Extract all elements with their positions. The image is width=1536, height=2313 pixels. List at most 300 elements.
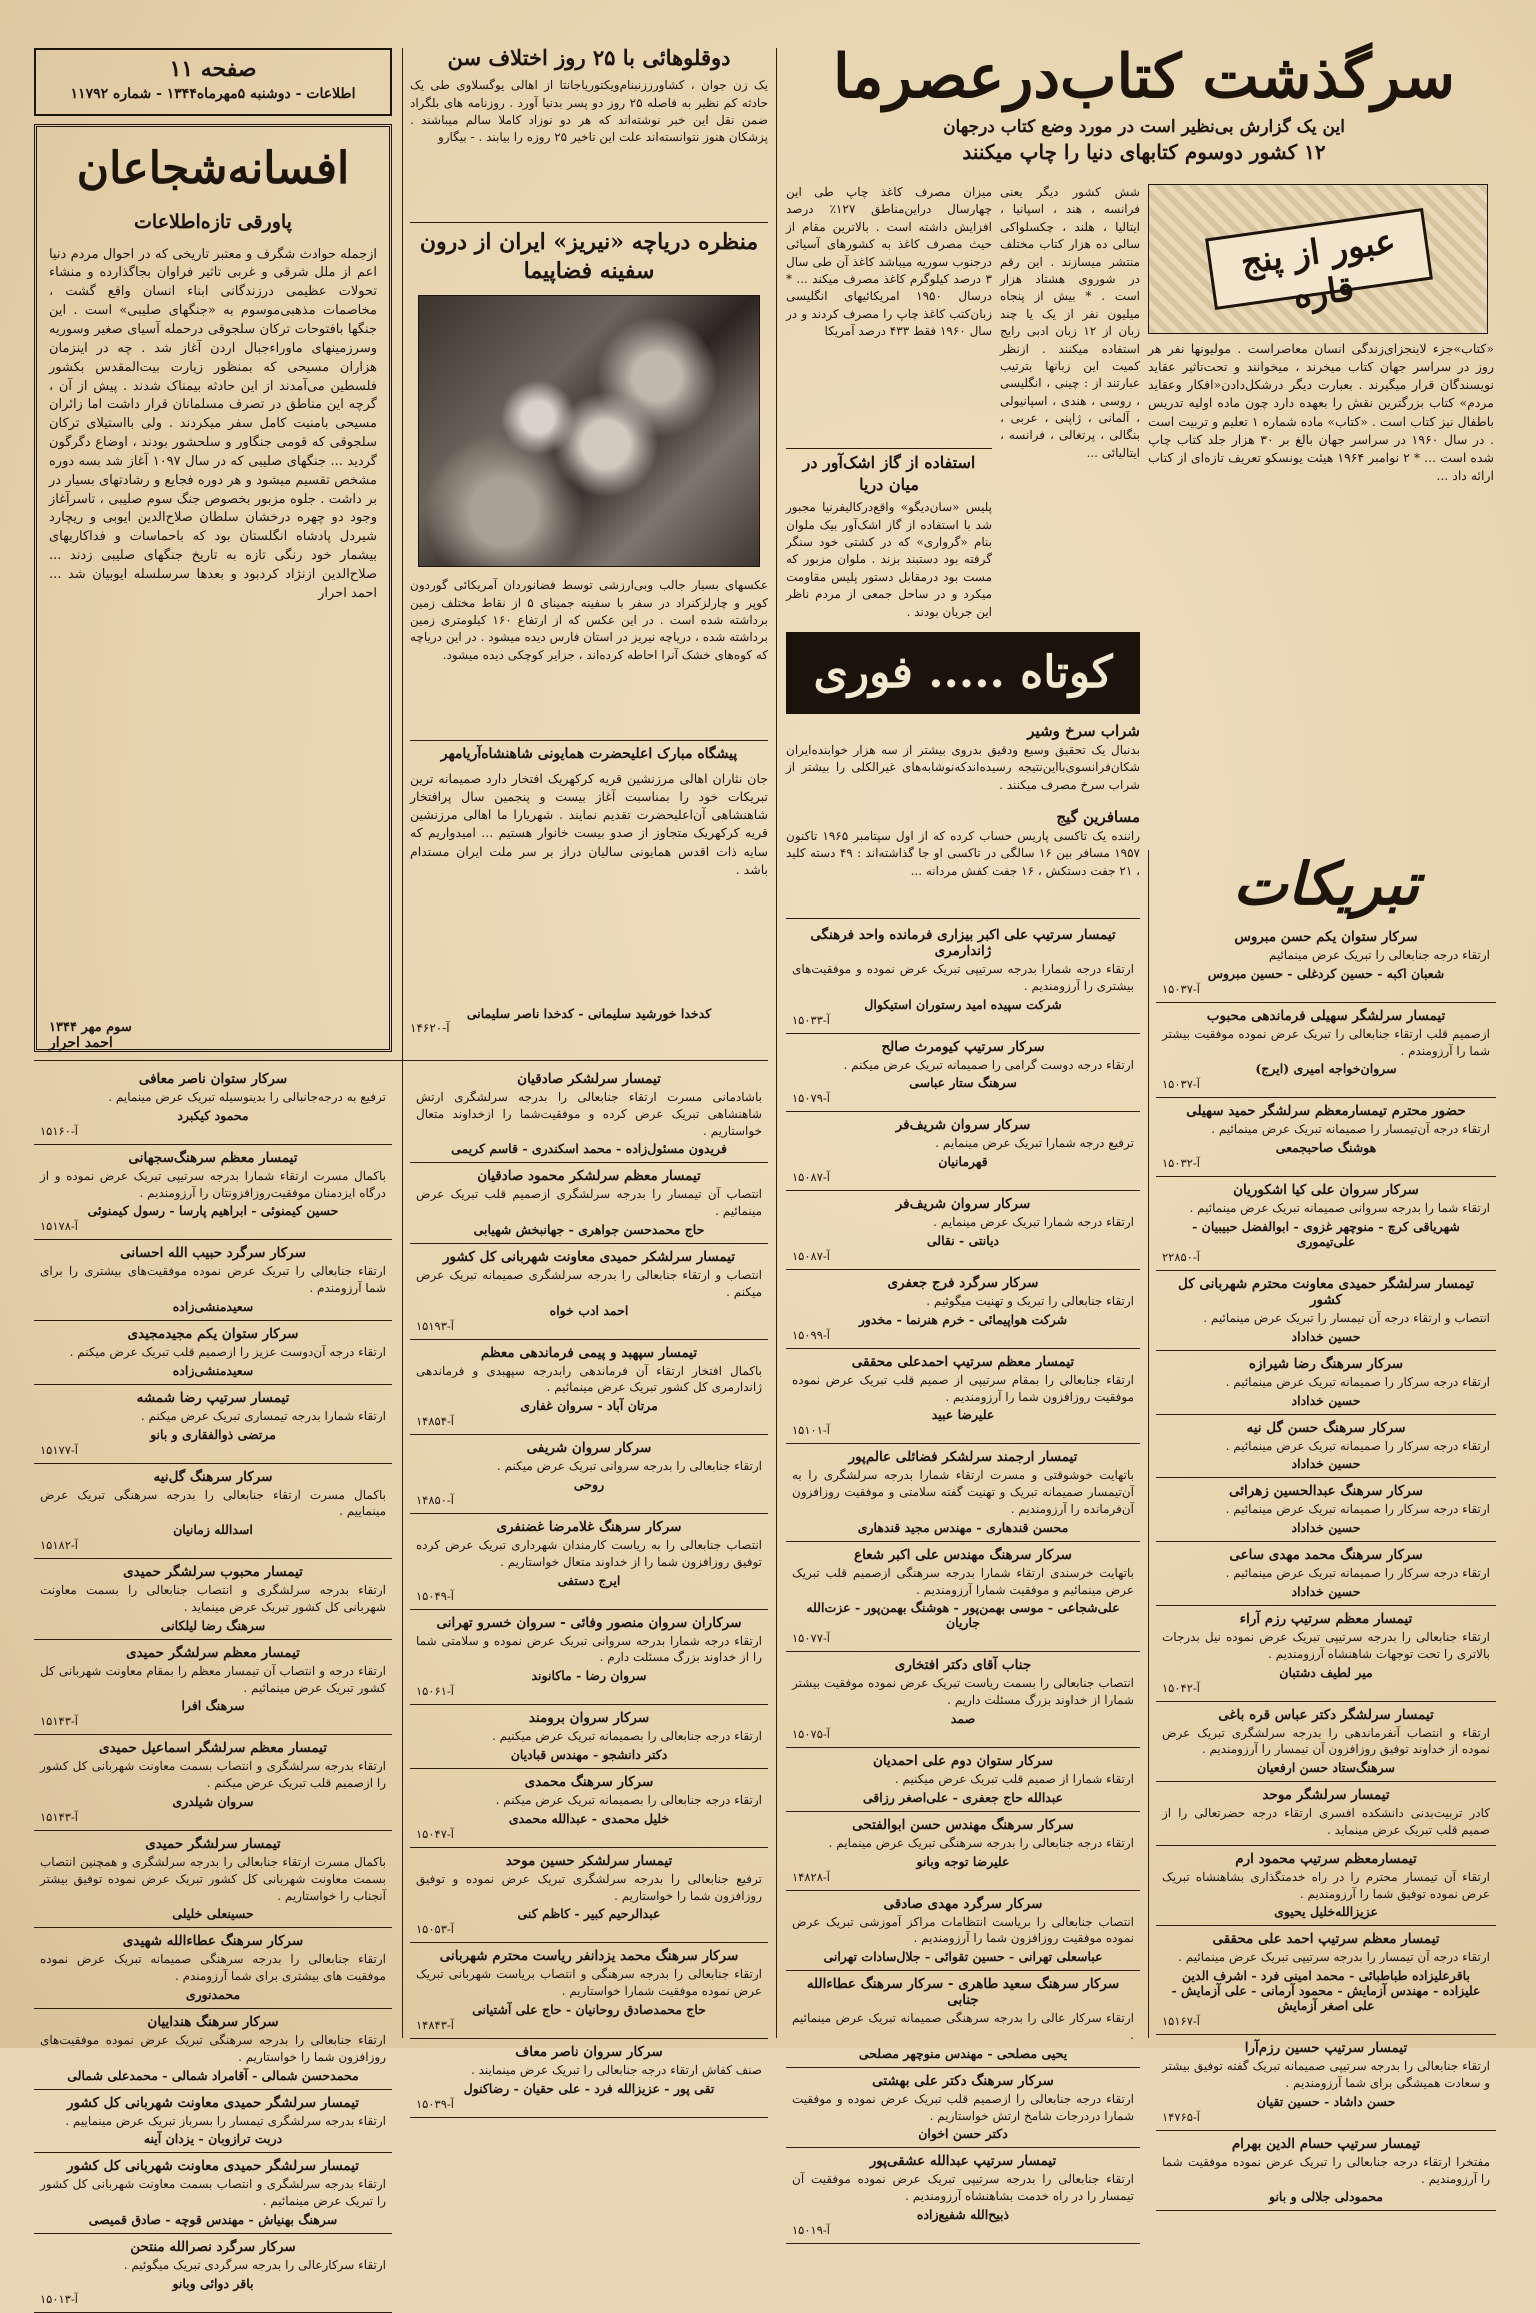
book-body-b: شش کشور دیگر یعنی فرانسه ، هند ، اسپانیا ، ایتالیا ، هلند ، چکسلواکی سالی ده هزار کتاب مختلف منتشر میسازند . این رقم در شوروی هشتاد هزار است . * بیش از پنجاه میلیون نفر از یک یا چند زبان از ۱۲ زبان ادبی رایج استفاده میکنند . ازنظر کمیت این زبانها بترتیب عبارتند از : چینی ، انگلیسی ، روسی ، هندی ، اسپانیولی ، آلمانی ، ژاپنی ، عربی ، بنگالی ، پرتغالی ، فرانسه ، ایتالیائی ... <box>1000 185 1140 460</box>
congrats-ad <box>786 1349 1140 1445</box>
serial-body: ازجمله حوادث شگرف و معتبر تاریخی که در احوال مردم دنیا اعم از ملل شرقی و غربی تاثیر فراوان بجاگذارده و منشاء تحولات عظیمی درزندگانی ابناء انسان واقع گشت ، مخاصمات مذهبی‌موسوم به «جنگهای صلیبی» است . این جنگها بافتوحات ترکان سلجوقی درحمله آسیای صغیر وسوریه وسرزمینهای ماوراءجبال اردن آغاز شد . چه در اینزمان هزاران مسیحی که بمنظور زیارت بیت‌المقدس بکشور فلسطین می‌آمدند از این حادثه بیمناک شدند . پیش از آن ، گرچه این مناطق در تصرف مسلمانان قرار داشت اما زائران مسیحی بامنیت کامل سفر میکردند . ولی بااستیلای ترکان سلجوقی که قومی جنگاور و سلحشور بودند ، اوضاع دگرگون گردید ... جنگهای صلیبی که در سال ۱۰۹۷ آغاز شد بسه دوره مشخص تقسیم میشود و هر دوره فجایع و رشادتهای بسیار در بر داشت . جلوه مزبور بخصوص جنگ سوم صلیبی ، تاسرآغاز وجود دو چهره درخشان سلطان صلاح‌الدین ایوبی و ریچارد شیردل پادشاه انگلستان بود که باحماسات و فداکاریهای بیشمار خود رنگی تازه به تاریخ جنگهای صلیبی زدند ... صلاح‌الدین ازنژاد کردبود و بعدها سرسلسله ایوبیان شد ... احمد احرار <box>49 246 377 601</box>
ad-signature: سرهنگ‌ستاد حسن ارفعیان <box>1257 1760 1395 1776</box>
ad-body: ارتقاء درجه سرکار را صمیمانه تبریک عرض مینمائیم . <box>1225 1374 1490 1389</box>
ad-title: سرکار سروان شریف‌فر <box>895 1117 1031 1134</box>
ad-title: تیمسار معظم سرلشکر محمود صادقیان <box>477 1168 701 1185</box>
twins-story <box>410 44 768 222</box>
ad-body: ارتقاء سرکار عالی را بدرجه سرهنگی صمیمانه تبریک عرض مینمائیم . <box>792 2011 1134 2042</box>
kotah-items <box>786 718 1140 918</box>
ad-title: سرکار ستوان ناصر معافی <box>138 1071 288 1087</box>
congrats-ad <box>34 1066 392 1145</box>
congrats-ad <box>410 1610 768 1706</box>
ad-title: تیمسار سرلشکر حسین موحد <box>505 1852 673 1869</box>
congrats-ad <box>786 1971 1140 2068</box>
congrats-ad <box>34 1321 392 1385</box>
ad-code: آ-۱۴۸۵۰ <box>416 1492 454 1507</box>
ad-signature: محسن قندهاری - مهندس مجید قندهاری <box>857 1519 1069 1535</box>
ad-body: ارتقاء درجه شمارا بدرجه سرتیپی تبریک عرض نموده و موفقیت‌های بیشتری را آرزومندیم . <box>792 962 1134 993</box>
ad-code: آ-۱۵۱۴۳ <box>40 1714 78 1729</box>
ad-signature: سعیدمنشی‌زاده <box>172 1298 254 1314</box>
ad-body: ارتقاء جنابعالی را تبریک عرض نموده موفقیت‌های بیشتری را برای شما آرزومندم . <box>40 1264 386 1296</box>
congrats-ad <box>410 1066 768 1163</box>
congrats-ad <box>34 1831 392 1928</box>
ad-signature: یحیی مصلحی - مهندس منوچهر مصلحی <box>858 2045 1068 2061</box>
serial-title: افسانه‌شجاعان <box>76 143 350 194</box>
ad-signature: دیانتی - نقالی <box>926 1232 1000 1248</box>
ad-body: ارتقاء درجه آن‌تیمسار را صمیمانه تبریک عرض مینمائیم . <box>1211 1122 1490 1137</box>
ad-code: آ-۱۵۱۷۷ <box>40 1442 78 1457</box>
ad-title: سرکار سرهنگ غلامرضا غضنفری <box>496 1518 682 1535</box>
ad-body: باکمال مسرت ارتقاء جنابعالی را بدرجه سرهنگی تبریک عرض مینماییم . <box>40 1487 386 1519</box>
ad-signature: ایرج دستفی <box>557 1572 621 1588</box>
congrats-ad <box>410 1340 768 1436</box>
book-body-a: «کتاب»جزء لاینجزای‌زندگی انسان معاصراست . مولیونها نفر هر روز در سراسر جهان کتاب میخرند ، میخوانند و تحت‌تاثیر عقاید نویسندگان قرار میگیرند . بعبارت دیگر درشکل‌دادن«افکار وعقاید مردم» کتاب بزرگترین نقش را بعهده دارد چون ماده اولیه تدریس باطفال نیز کتاب است . «کتاب» ماده شماره ۱ تعلیم و تربیت است . در سال ۱۹۶۰ در سراسر جهان بالغ بر ۳۰ هزار جلد کتاب چاپ شده است ... * ۲ نوامبر ۱۹۶۴ هیئت یونسکو تعریف تازه‌ای از کتاب ارائه داد ... <box>1148 341 1494 483</box>
ad-title: سرکار ستوان یکم مجیدمجیدی <box>127 1325 299 1342</box>
ad-code: آ-۱۵۰۵۳ <box>416 1922 454 1937</box>
ad-title: تیمسار سرتیپ حسین رزم‌آرا <box>1244 2040 1408 2057</box>
ad-signature: حسینعلی خلیلی <box>172 1906 254 1922</box>
ad-title: سرکار سرگرد نصرالله منتحن <box>130 2238 296 2255</box>
congrats-ad <box>34 2153 392 2234</box>
ad-signature: عزیزالله‌خلیل یحیوی <box>1274 1904 1378 1920</box>
kotah-banner: کوتاه ..... فوری ..... <box>786 632 1140 714</box>
ad-title: تیمسار سرلشگر حمیدی <box>145 1835 281 1852</box>
ad-title: تیمسار سرلشکر حمیدی معاونت شهربانی کل کشور <box>442 1248 736 1265</box>
congrats-ad <box>786 2068 1140 2149</box>
ad-signature: علی‌شجاعی - موسی بهمن‌پور - هوشنگ بهمن‌پور - عزت‌الله جاریان <box>806 1600 1120 1631</box>
ad-signature: سعیدمنشی‌زاده <box>172 1362 254 1378</box>
ad-signature: حسین خداداد <box>1291 1392 1361 1408</box>
ad-code: آ-۱۵۰۴۷ <box>416 1826 454 1841</box>
ad-code: آ-۲۲۸۵۰ <box>1162 1249 1200 1264</box>
ad-body: ترفیع درجه شمارا تبریک عرض مینمایم . <box>935 1136 1134 1151</box>
ad-body: باکمال مسرت ارتقاء شمارا بدرجه سرتیپی تبریک عرض نموده و از درگاه ایزدمنان موفقیت‌روزافزونتان را آرزومندیم . <box>40 1168 386 1200</box>
ad-title: تیمسار محبوب سرلشگر حمیدی <box>123 1564 303 1581</box>
congrats-ad <box>1156 2131 1496 2212</box>
section-rule <box>410 740 768 741</box>
ad-title: تیمسار سرتیپ علی اکبر بیزاری فرمانده واحد فرهنگی ژاندارمری <box>810 927 1116 959</box>
congrats-ad <box>410 2039 768 2118</box>
ad-body: ارتقاء درجه سرکار را صمیمانه تبریک عرض مینمائیم . <box>1225 1566 1490 1581</box>
ad-title: تیمسار سرلشگر حمیدی معاونت شهربانی کل کشور <box>66 2158 360 2175</box>
kotah-item2-head: مسافرین گیج <box>1056 808 1140 826</box>
ad-body: ارتقاء جنابعالی را بدرجه سرهنگی و انتصاب بریاست شهربانی تبریک عرض نموده موفقیت شمارا خواستاریم . <box>416 1967 762 1999</box>
ad-body: ارتقاء درجه سرکار را صمیمانه تبریک عرض مینمائیم . <box>1225 1438 1490 1453</box>
ad-body: ازصمیم قلب ارتقاء جنابعالی را تبریک عرض نموده موفقیت بیشتر شما را آرزومندم . <box>1162 1026 1490 1058</box>
ad-code: آ-۱۵۰۳۷ <box>1162 981 1200 996</box>
ad-code: آ-۱۴۸۲۸ <box>792 1869 830 1884</box>
ad-body: انتصاب و ارتقاء درجه آن تیمسار را تبریک عرض مینمائیم . <box>1203 1310 1490 1325</box>
ad-code: آ-۱۵۱۶۰ <box>40 1123 78 1138</box>
ad-signature: صمد <box>950 1710 976 1726</box>
serial-author: احمد احرار <box>49 1034 113 1051</box>
ad-signature: حاج محمدحسن جواهری - جهانبخش شهیابی <box>473 1221 705 1237</box>
ad-body: ارتقاء جنابعالی را بدرجه سرتیپی تبریک عرض نموده موفقیت آن تیمسار را در راه خدمت بشاهنشاه آرزومندیم . <box>792 2172 1134 2204</box>
congrats-ad <box>786 2148 1140 2244</box>
ad-signature: مرتان آباد - سروان غفاری <box>520 1398 658 1414</box>
ad-body: ارتقاء درجه جنابعالی را تبریک عرض مینمائیم <box>1268 948 1490 962</box>
ad-code: آ-۱۵۰۹۹ <box>792 1327 830 1342</box>
ad-signature: سرهنگ رضا لیلکانی <box>160 1617 266 1633</box>
ad-body: ارتقاء درجه جنابعالی را بصمیمانه تبریک عرض میکنیم . <box>492 1729 762 1744</box>
ad-signature: شهریاقی کرچ - منوچهر غزوی - ابوالفضل حبیبیان - علی‌تیموری <box>1192 1218 1460 1249</box>
ad-signature: دربت ترازوبان - یزدان آینه <box>143 2131 283 2147</box>
ad-signature: باقرعلیزاده طباطبائی - محمد امینی فرد - اشرف الدین علیزاده - مهندس آزمایش - محمود آرمانی - علی آزمایش - علی اصغر آزمایش <box>1171 1968 1481 2014</box>
ad-signature: شرکت هواپیمائی - خرم هنرنما - مخدور <box>858 1311 1068 1327</box>
ad-title: سرکاران سروان منصور وفائی - سروان خسرو تهرانی <box>436 1614 742 1631</box>
congrats-ad <box>1156 1271 1496 1351</box>
ad-signature: حاج محمدصادق روحانیان - حاج علی آشتیانی <box>472 2001 706 2017</box>
page-number: صفحه ۱۱ <box>169 56 257 82</box>
ad-body: ارتقاء جنابعالی را بدرجه سرتیپی تبریک عرض نموده نیل بدرجات بالاتری را تحت توجهات شاهنشاه آرزومندیم . <box>1162 1629 1490 1661</box>
twins-body: یک زن جوان ، کشاورززنبنام‌ویکتوریاجانتا از اهالی یوگسلاوی طی یک حادثه کم نظیر به فاصله ۲۵ روز دو پسر بدنیا آورد . روزنامه های بلگراد ضمن نقل این خبر نوشته‌اند که هر دو نوزاد کاملا سالم میباشند . پزشکان هنوز نتوانسته‌اند علت این تاخیر ۲۵ روزه را بیابند . - بیگارو <box>410 78 768 145</box>
ad-title: تیمسار سرلشگر موحد <box>1262 1787 1390 1804</box>
ad-body: ارتقاء شما را بدرجه سروانی صمیمانه تبریک عرض مینمائیم . <box>1189 1201 1490 1216</box>
ad-signature: محمدنوری <box>185 1986 241 2002</box>
ad-body: ارتقاء درجه جنابعالی را ازصمیم قلب تبریک عرض نموده و موفقیت شمارا دردرجات شامخ ارتش خواستاریم . <box>792 2091 1134 2123</box>
ad-body: ارتقاء درجه سرکار را صمیمانه تبریک عرض مینمائیم . <box>1225 1502 1490 1517</box>
ad-title: تیمسار معظم سرتیپ احمدعلی محققی <box>851 1353 1075 1370</box>
ad-code: آ-۱۵۰۷۵ <box>792 1726 830 1741</box>
ad-title: سرکار سرگرد فرج جعفری <box>887 1274 1039 1291</box>
ad-body: ارتقاء جنابعالی را بدرجه سرتیپی صمیمانه تبریک گفته توفیق بیشتر و سعادت همیشگی برای شما آرزومندیم . <box>1162 2059 1490 2090</box>
issue-header <box>34 48 392 116</box>
ad-signature: حسین خداداد <box>1291 1520 1361 1536</box>
royal-body: جان نثاران اهالی مرزنشین قریه کرکهریک افتخار دارد صمیمانه ترین تبریکات خود را بمناسبت آغاز بیست و پنجمین سال پرافتخار شاهنشاهی آن‌اعلیحضرت تقدیم نمایند . شهریارا ما اهالی مرزنشین قریه کرکهریک متجاوز از صدو بیست خانوار هستیم ... امیدواریم که سایه ذات اقدس همایونی سالیان دراز بر سر ملت ایران مستدام باشد . <box>410 771 768 877</box>
ad-title: سرکار سرهنگ محمد یزدانفر ریاست محترم شهربانی <box>439 1948 739 1965</box>
ad-title: سرکار سرهنگ محمد مهدی ساعی <box>1229 1547 1423 1564</box>
ad-signature: روحی <box>573 1476 605 1492</box>
congrats-ad <box>786 1652 1140 1748</box>
ad-title: تیمسارمعظم سرتیپ محمود ارم <box>1235 1850 1417 1867</box>
gas-story <box>786 452 992 624</box>
congrats-ad <box>34 1735 392 1831</box>
ad-body: ارتقاء درجه جنابعالی را بصمیمانه تبریک عرض میکنم . <box>495 1792 762 1807</box>
ad-body: ارتقاء درجه دوست گرامی را صمیمانه تبریک عرض میکنم . <box>843 1057 1134 1072</box>
ad-title: سرکار سرهنگ حسن گل نیه <box>1246 1419 1406 1436</box>
gas-headline: استفاده از گاز اشک‌آور در میان دریا <box>802 453 976 494</box>
book-sub1: این یک گزارش بی‌نظیر است در مورد وضع کتاب درجهان <box>943 117 1345 137</box>
ad-code: آ-۱۵۱۰۱ <box>792 1423 830 1438</box>
section-rule <box>786 918 1140 919</box>
ad-signature: حسین کیمنوئی - ابراهیم پارسا - رسول کیمنوئی <box>87 1203 339 1219</box>
ad-body: ارتقاء بدرجه سرلشگری و انتصاب بسمت معاونت شهربانی کل کشور را ازصمیم قلب تبریک عرض میکنم . <box>40 1759 386 1791</box>
ad-title: تیمسار معظم سرهنگ‌سجهانی <box>128 1149 298 1166</box>
ad-signature: محمدحسن شمالی - آقامراد شمالی - محمدعلی شمالی <box>67 2067 359 2083</box>
ad-title: تیمسار معظم سرلشگر حمیدی <box>126 1644 300 1661</box>
ad-signature: مرتضی ذوالفقاری و بانو <box>150 1426 276 1442</box>
book-stamp: عبور از پنج قاره <box>1205 208 1433 310</box>
ad-code: آ-۱۵۰۶۱ <box>416 1684 454 1699</box>
ad-title: سرکار سرهنگ دکتر علی بهشتی <box>872 2072 1054 2089</box>
ad-signature: علیرضا عبید <box>931 1407 995 1423</box>
ad-signature: دکتر دانشجو - مهندس قبادیان <box>510 1746 668 1762</box>
ad-title: سرکار سروان ناصر معاف <box>515 2043 663 2060</box>
ad-title: تیمسار ارجمند سرلشکر فضائلی عالم‌پور <box>848 1449 1078 1466</box>
ad-title: سرکار سرهنگ عبدالحسین زهرائی <box>1229 1483 1423 1500</box>
ad-signature: فریدون مسئول‌زاده - محمد اسکندری - قاسم کریمی <box>451 1141 727 1157</box>
ad-body: ارتقاء بدرجه سرلشگری و انتصاب بسمت معاونت شهربانی کل کشور را تبریک عرض مینمائیم . <box>40 2177 386 2209</box>
congrats-ad <box>1156 1415 1496 1479</box>
ad-code: آ-۱۵۱۶۷ <box>1162 2014 1200 2029</box>
congrats-ad <box>34 1559 392 1640</box>
ad-body: ارتقاء درجه شمارا بدرجه سروانی تبریک عرض نموده و سلامتی شما را از خداوند بزرگ مسئلت دارم . <box>416 1633 762 1665</box>
section-rule <box>410 222 768 223</box>
ad-signature: باقر دوائی وبانو <box>172 2275 254 2291</box>
ad-signature: سروان شیلدری <box>172 1793 254 1809</box>
ad-code: آ-۱۵۰۳۹ <box>416 2096 454 2111</box>
ad-signature: عباسعلی تهرانی - حسین تقوائی - جلال‌سادات تهرانی <box>823 1949 1103 1965</box>
congrats-ad <box>786 1270 1140 1349</box>
ad-body: ارتقاء جنابعالی را بدرجه سرهنگی تبریک عرض نموده موفقیت‌های روزافزون شما را خواستاریم . <box>40 2032 386 2064</box>
congrats-ad <box>1156 1782 1496 1846</box>
ad-signature: محمودلی جلالی و بانو <box>1269 2189 1383 2205</box>
ad-signature: هوشنگ صاحبجمعی <box>1275 1140 1377 1156</box>
ad-body: ترفیع به درجه‌جانبالی را بدینوسیله تبریک عرض مینمایم . <box>108 1090 386 1104</box>
tabrikat-title: تبریکات <box>1232 850 1420 918</box>
ad-code: آ-۱۵۰۳۳ <box>792 1012 830 1027</box>
ad-code: آ-۱۵۰۴۹ <box>416 1588 454 1603</box>
ad-body: ارتقاء آن تیمسار محترم را در راه خدمتگذاری بشاهنشاه تبریک عرض نموده توفیق شما را آرزومندیم . <box>1162 1869 1490 1901</box>
ad-body: ارتقاء درجه جنابعالی را بدرجه سرهنگی تبریک عرض مینمایم . <box>828 1835 1134 1850</box>
ad-title: تیمسار سرلشگر حمیدی معاونت شهربانی کل کشور <box>66 2094 360 2111</box>
congrats-ad <box>34 1240 392 1321</box>
congrats-ad <box>34 2234 392 2313</box>
congrats-ad <box>786 1112 1140 1191</box>
ad-code: آ-۱۵۰۷۹ <box>792 1091 830 1106</box>
book-sub2: ۱۲ کشور دوسوم کتابهای دنیا را چاپ میکنند <box>962 139 1326 164</box>
ad-title: حضور محترم تیمسارمعظم سرلشگر حمید سهیلی <box>1186 1103 1466 1120</box>
ad-title: تیمسار سرلشگر دکتر عباس قره باغی <box>1218 1706 1434 1723</box>
ad-title: سرکار سروان شریف‌فر <box>895 1196 1031 1213</box>
ad-code: آ-۱۵۰۴۲ <box>1162 1680 1200 1695</box>
ad-body: ارتقاء بدرجه سرلشگری تیمسار را بسرباز تبریک عرض مینماییم . <box>65 2113 386 2128</box>
ad-code: آ-۱۵۰۷۷ <box>792 1631 830 1646</box>
congrats-ad <box>34 1385 392 1464</box>
kotah-item1-head: شراب سرخ وشیر <box>1027 722 1140 740</box>
kotah-item1-body: بدنبال یک تحقیق وسیع ودقیق بدروی بیشتر از سه هزار خوابنده‌ایران شکان‌فرانسوی‌بااین‌نتیجه رسیده‌اندکه‌نوشابه‌های غیرالکلی را بیشتر از شراب سرخ مصرف میکنند . <box>786 743 1140 792</box>
ad-signature: سرهنگ افرا <box>181 1698 245 1714</box>
congrats-ad <box>410 1163 768 1244</box>
ads-column-1 <box>34 1066 392 2306</box>
ad-body: ارتقاء بدرجه سرلشگری و انتصاب جنابعالی را بسمت معاونت شهربانی کل کشور تبریک عرض مینماید . <box>40 1583 386 1614</box>
congrats-ad <box>410 1435 768 1514</box>
ad-title: تیمسار سرتیپ رضا شمشه <box>136 1389 290 1406</box>
congrats-ad <box>1156 2035 1496 2131</box>
royal-code: آ-۱۴۶۲۰ <box>410 1021 450 1035</box>
congrats-ad <box>1156 1478 1496 1542</box>
ad-title: تیمسار معظم سرتیپ احمد علی محققی <box>1212 1931 1440 1948</box>
ad-title: سرکار سرتیپ کیومرث صالح <box>881 1038 1045 1055</box>
ad-title: تیمسار سپهبد و پیمی فرماندهی معظم <box>480 1344 698 1361</box>
ad-title: سرکار سروان شریفی <box>526 1440 652 1457</box>
ad-title: سرکار سرهنگ گل‌نیه <box>153 1468 273 1485</box>
ad-title: سرکار سرگرد حبیب الله احسانی <box>120 1245 306 1262</box>
ad-signature: میر لطیف دشتبان <box>1279 1664 1373 1680</box>
congrats-ad <box>410 1514 768 1610</box>
ad-code: آ-۱۵۱۴۳ <box>40 1809 78 1824</box>
congrats-ad <box>1156 1606 1496 1702</box>
ad-body: مفتخرا ارتقاء درجه جنابعالی را تبریک عرض نموده موفقیت شما را آرزومندیم . <box>1162 2154 1490 2186</box>
ad-body: ارتقاء و انتصاب آنفرماندهی را بدرجه سرلشگری تبریک عرض نموده از خداوند توفیق روزافزون آن تیمسار را آرزومندیم . <box>1162 1725 1490 1757</box>
ad-title: سرکار سرهنگ عطاءالله شهیدی <box>122 1933 304 1950</box>
ad-body: باکمال مسرت ارتقاء جنابعالی را بدرجه سرلشگری و همچنین انتصاب بسمت معاونت شهربانی کل کشور تبریک عرض نموده توفیق بیشتر آنجناب را خواستاریم . <box>40 1854 386 1903</box>
ad-body: ارتقاء درجه شمارا تبریک عرض مینمایم . <box>933 1215 1134 1230</box>
kotah-item2-body: راننده یک تاکسی پاریس حساب کرده که از اول سپتامبر ۱۹۶۵ تاکنون ۱۹۵۷ مسافر بین ۱۶ سالگی در تاکسی او جا گذاشته‌اند : ۴۹ دسته کلید ، ۲۱ جفت دستکش ، ۱۶ جفت کفش مردانه ... <box>786 829 1140 878</box>
ad-code: آ-۱۵۰۸۷ <box>792 1170 830 1185</box>
congrats-ad <box>410 1244 768 1340</box>
ad-code: آ-۱۴۸۴۳ <box>416 2017 454 2032</box>
ad-code: آ-۱۵۰۱۳ <box>40 2291 78 2306</box>
ad-body: ارتقاء جنابعالی را بدرجه سروانی تبریک عرض میکنم . <box>496 1459 762 1474</box>
ad-title: سرکار سرهنگ رضا شیرازه <box>1248 1355 1404 1372</box>
ad-signature: محمود کیکبرد <box>177 1107 249 1123</box>
ad-code: آ-۱۵۱۹۳ <box>416 1318 454 1333</box>
congrats-ad <box>34 1928 392 2009</box>
ad-title: سرکار سرهنگ محمدی <box>524 1773 654 1790</box>
congrats-ad <box>1156 1177 1496 1271</box>
ad-body: ارتقاء جنابعالی را بمقام سرتیپی از صمیم قلب تبریک عرض نموده موفقیت روزافزون شما را آرزومندیم . <box>792 1372 1134 1404</box>
congrats-ad <box>410 1848 768 1944</box>
congrats-ad <box>786 1444 1140 1541</box>
ad-signature: دکتر حسن اخوان <box>918 2126 1008 2142</box>
ad-signature: اسدالله زمانیان <box>173 1522 253 1538</box>
congrats-ad <box>786 1812 1140 1891</box>
section-rule <box>786 448 992 449</box>
congrats-ad <box>410 1705 768 1769</box>
ad-code: آ-۱۵۰۳۷ <box>1162 1077 1200 1092</box>
ad-title: تیمسار سرلشگر سهیلی فرماندهی محبوب <box>1206 1007 1446 1024</box>
ad-body: انتصاب جنابعالی را بریاست انتظامات مراکز آموزشی تبریک عرض نموده موفقیت روزافزون شما را آرزومندیم . <box>792 1914 1134 1946</box>
ad-body: انتصاب جنابعالی را به ریاست کارمندان شهرداری تبریک عرض کرده توفیق روزافزون شما را از خداوند متعال خواستاریم . <box>416 1537 762 1569</box>
congrats-ad <box>1156 1098 1496 1177</box>
congrats-ad <box>34 1640 392 1736</box>
ad-signature: ذبیح‌الله شفیع‌زاده <box>916 2206 1010 2222</box>
ad-signature: سرهنگ ستار عباسی <box>909 1075 1017 1091</box>
ad-body: باشادمانی مسرت ارتقاء جنابعالی را بدرجه سرلشگری ارتش شاهنشاهی تبریک عرض کرده و موفقیت‌شما را ازخداوند متعال خواستاریم . <box>416 1090 762 1138</box>
ad-signature: عبدالرحیم کبیر - کاظم کنی <box>517 1906 661 1922</box>
congrats-ad <box>1156 1702 1496 1783</box>
congrats-ad <box>34 1145 392 1241</box>
ad-signature: احمد ادب خواه <box>549 1302 629 1318</box>
congrats-ad <box>410 1943 768 2039</box>
book-body-c: میزان مصرف کاغذ چاپ طی این چهارسال دراین‌مناطق ۱۲۷٪ درصد افزایش داشته است . بالاترین مقام از حیث مصرف کاغذ به کشورهای آسیائی درجنوب سوریه میباشد کاغذ آن طی سال ۳ درصد کیلوگرم کاغذ مصرف میکند ... * درسال ۱۹۵۰ امریکائیهای انگلیسی زبان‌کتب کاغذ چاپ را مصرف کردند و در سال ۱۹۶۰ فقط ۴۳۳ درصد آمریکا <box>786 185 993 339</box>
photo-headline: منظره دریاچه «نیریز» ایران از درون سفینه فضاپیما <box>419 229 759 284</box>
ad-code: آ-۱۴۷۶۵ <box>1162 2109 1200 2124</box>
ad-code: آ-۱۵۱۷۸ <box>40 1219 78 1234</box>
ad-body: ارتقاء درجه آن‌دوست عزیز را ازصمیم قلب تبریک عرض میکنم . <box>69 1344 386 1359</box>
ad-title: سرکار سرگرد مهدی صادقی <box>883 1895 1043 1912</box>
congrats-ad <box>410 1769 768 1848</box>
ad-title: سرکار سروان برومند <box>528 1710 650 1727</box>
ad-body: انتصاب جنابعالی را بسمت ریاست تبریک عرض نموده موفقیت بیشتر شمارا از خداوند بزرگ مسئلت داریم . <box>792 1676 1134 1708</box>
ad-title: سرکار سرهنگ مهندس علی اکبر شعاع <box>854 1546 1072 1563</box>
ad-body: ارتقاء جنابعالی را تبریک و تهنیت میگوئیم . <box>926 1293 1134 1308</box>
ad-signature: قهرمانیان <box>938 1154 988 1170</box>
ad-title: سرکار سرهنگ هنداییان <box>147 2013 279 2030</box>
ad-code: آ-۱۵۰۸۷ <box>792 1248 830 1263</box>
congrats-ad <box>34 2090 392 2154</box>
ads-column-2 <box>410 1066 768 2111</box>
twins-headline: دوقلوهائی با ۲۵ روز اختلاف سن <box>447 45 731 70</box>
ad-signature: سروان رضا - ماکانوند <box>531 1668 647 1684</box>
ad-signature: علیرضا توجه وبانو <box>916 1853 1010 1869</box>
serial-subtitle: پاورقی تازه‌اطلاعات <box>134 211 292 233</box>
congrats-ad <box>786 1748 1140 1812</box>
congrats-ad <box>1156 924 1496 1003</box>
ad-title: تیمسار سرلشگر حمیدی معاونت محترم شهربانی کل کشور <box>1178 1275 1474 1308</box>
ad-signature: حسین خداداد <box>1291 1328 1361 1344</box>
congrats-ad <box>786 1034 1140 1113</box>
ad-body: ارتقاء شمارا از صمیم قلب تبریک عرض میکنیم . <box>894 1771 1134 1786</box>
ad-signature: سروان‌خواجه امیری (ایرج) <box>1255 1061 1397 1077</box>
ad-body: ارتقاء سرکارعالی را بدرجه سرگردی تبریک میگوئیم . <box>123 2257 386 2272</box>
ad-body: ارتقاء جنابعالی را بدرجه سرهنگی صمیمانه تبریک عرض نموده موفقیت های بیشتری برای شما آرزومندم . <box>40 1952 386 1984</box>
ad-body: باتهایت خرسندی ارتقاء شمارا بدرجه سرهنگی ازصمیم قلب تبریک عرض مینمائیم و موفقیت شمارا آرزومندیم . <box>792 1565 1134 1597</box>
ad-body: انتصاب و ارتقاء جنابعالی را بدرجه سرلشگری صمیمانه تبریک عرض میکنم . <box>416 1267 762 1299</box>
ad-body: ارتقاء درجه آن تیمسار را بدرجه سرتیپی تبریک عرض مینمائیم . <box>1178 1950 1490 1965</box>
column-rule <box>1148 850 1149 2038</box>
ad-title: تیمسار معظم سرتیپ رزم آراء <box>1239 1610 1413 1627</box>
column-rule <box>776 48 777 2038</box>
ad-code: آ-۱۴۸۵۴ <box>416 1414 454 1429</box>
ad-title: جناب آقای دکتر افتخاری <box>894 1657 1032 1674</box>
book-headline: سرگذشت کتاب‌درعصرما <box>832 42 1455 112</box>
ad-body: صنف کفاش ارتقاء درجه جنابعالی را تبریک عرض مینمایند . <box>470 2062 762 2077</box>
ad-body: ترفیع جنابعالی را بدرجه سرلشگری تبریک عرض نموده و توفیق روزافزون شما را خواستاریم . <box>416 1871 762 1903</box>
congrats-ad <box>34 1464 392 1560</box>
ad-body: باکمال افتخار ارتقاء آن فرماندهی رابدرجه سپهبدی و فرماندهی ژاندارمری کل کشور تبریک عرض مینمائیم . <box>416 1363 762 1395</box>
congrats-ad <box>1156 1926 1496 2035</box>
ad-body: انتصاب آن تیمسار را بدرجه سرلشگری ازصمیم قلب تبریک عرض مینمائیم . <box>416 1187 762 1219</box>
ad-body: باتهایت خوشوقتی و مسرت ارتقاء شمارا بدرجه سرلشگری را به آن‌تیمسار صمیمانه تبریک و تهنیت گفته سلامتی و موفقیت روزافزون آن‌فرمانده را آرزومندیم . <box>792 1468 1134 1516</box>
congrats-ad <box>1156 1846 1496 1927</box>
ad-signature: حسین خداداد <box>1291 1456 1361 1472</box>
ad-signature: تقی پور - عزیزالله فرد - علی حقیان - رضاکنول <box>463 2080 715 2096</box>
congrats-ad <box>1156 1542 1496 1606</box>
ad-code: آ-۱۵۰۱۹ <box>792 2222 830 2237</box>
ads-column-3 <box>786 922 1140 2237</box>
serial-story <box>34 124 392 1052</box>
congrats-ad <box>1156 1003 1496 1099</box>
ad-title: سرکار سرهنگ سعید طاهری - سرکار سرهنگ عطاءالله جنابی <box>806 1976 1120 2009</box>
royal-headline: پیشگاه مبارک اعلیحضرت همایونی شاهنشاه‌آریامهر <box>440 746 738 762</box>
ad-body: ارتقاء درجه و انتصاب آن تیمسار معظم را بمقام معاونت شهربانی کل کشور تبریک عرض مینمائیم . <box>40 1663 386 1695</box>
photo-story <box>410 228 768 748</box>
ad-code: آ-۱۵۱۸۲ <box>40 1538 78 1553</box>
royal-signature: کدخدا خورشید سلیمانی - کدخدا ناصر سلیمانی <box>466 1006 712 1021</box>
ad-title: سرکار ستوان دوم علی احمدیان <box>872 1752 1054 1769</box>
ad-body: ارتقاء شمارا بدرجه تیمساری تبریک عرض میکنم . <box>140 1408 386 1423</box>
ad-title: تیمسار معظم سرلشگر اسماعیل حمیدی <box>99 1740 327 1757</box>
royal-message <box>410 746 768 1056</box>
congrats-ad <box>786 1891 1140 1972</box>
ad-body: کادر تربیت‌بدنی دانشکده افسری ارتقاء درجه حضرتعالی را از صمیم قلب تبریک عرض مینماید . <box>1162 1806 1490 1837</box>
ad-title: سرکار سروان علی کیا اشکوریان <box>1233 1182 1419 1199</box>
congrats-ad <box>786 1542 1140 1653</box>
ad-signature: شعبان اکبه - حسین کردغلی - حسین مبروس <box>1207 965 1445 981</box>
ad-signature: عبدالله حاج جعفری - علی‌اصغر رزاقی <box>862 1789 1064 1805</box>
ad-title: تیمسار سرتیپ حسام الدین بهرام <box>1231 2135 1421 2152</box>
issue-line: اطلاعات - دوشنبه ۵مهرماه۱۳۴۴ - شماره ۱۱۷۹۲ <box>70 86 356 102</box>
ad-signature: حسین خداداد <box>1291 1583 1361 1599</box>
ad-code: آ-۱۵۰۳۲ <box>1162 1156 1200 1171</box>
book-stamp-art <box>1148 184 1488 334</box>
lake-photo <box>418 295 760 567</box>
book-header <box>786 44 1502 174</box>
ads-column-4 <box>1156 924 1496 2205</box>
gas-body: پلیس «سان‌دیگو» واقع‌درکالیفرنیا مجبور شد با استفاده از گاز اشک‌آور بیک ملوان بنام «گرواری» که در کشتی خود سنگر گرفته بود دستبند بزند . ملوان مزبور که مست بود درمقابل دستور پلیس مقاومت میکرد و در ساحل جمعی از مردم ناظر این جریان بودند . <box>786 500 992 619</box>
